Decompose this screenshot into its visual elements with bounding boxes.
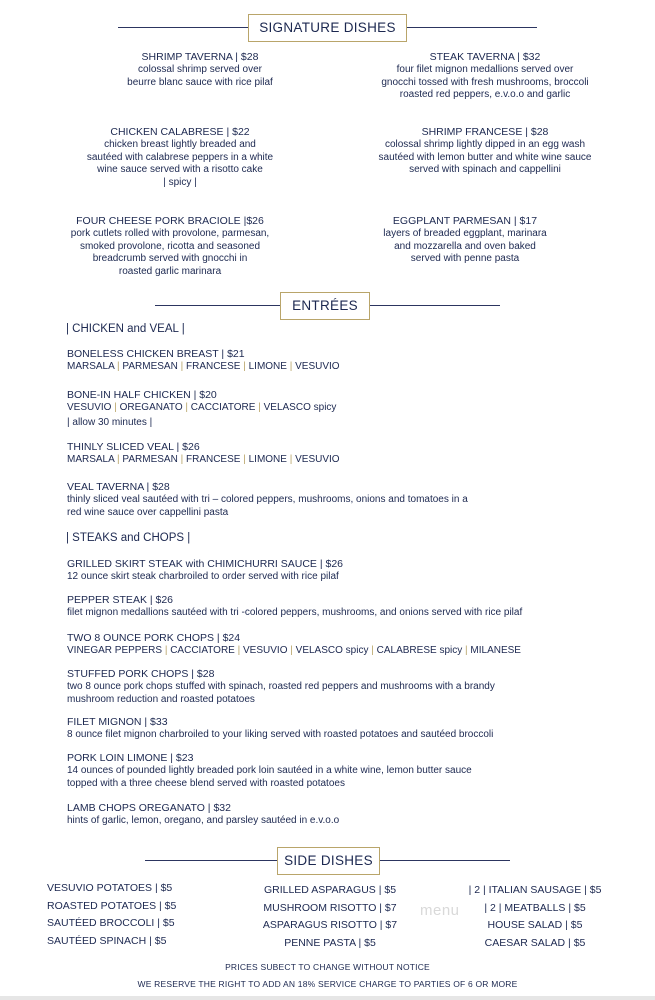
entree-thinly-sliced-veal <box>67 440 627 467</box>
entree-title: LAMB CHOPS OREGANATO | $32 <box>67 802 231 814</box>
side-item: ROASTED POTATOES | $5 <box>47 899 177 912</box>
dish-desc: sautéed with lemon butter and white wine sauce <box>378 151 592 163</box>
sides-column-2 <box>255 882 405 952</box>
dish-title: STEAK TAVERNA | $32 <box>429 51 541 63</box>
side-item: VESUVIO POTATOES | $5 <box>47 882 173 894</box>
entree-pork-loin-limone <box>67 751 627 790</box>
entree-pepper-steak <box>67 593 627 620</box>
side-item: HOUSE SALAD | $5 <box>487 919 583 931</box>
signature-dish-chicken-calabrese <box>50 125 310 189</box>
entree-title: STUFFED PORK CHOPS | $28 <box>67 668 215 680</box>
dish-desc: roasted garlic marinara <box>118 265 222 277</box>
entree-desc: 14 ounces of pounded lightly breaded pork loin sautéed in a white wine, lemon butter sauce <box>67 765 472 776</box>
entree-pork-chops <box>67 631 627 658</box>
entree-desc: hints of garlic, lemon, oregano, and parsley sautéed in e.v.o.o <box>67 815 340 826</box>
side-item: SAUTÉED SPINACH | $5 <box>47 934 167 947</box>
signature-dish-steak-taverna <box>345 50 625 102</box>
entree-desc: 8 ounce filet mignon charbroiled to your liking served with roasted potatoes and sautéed broccoli <box>67 729 494 740</box>
dish-title: FOUR CHEESE PORK BRACIOLE |$26 <box>76 215 264 227</box>
dish-desc: and mozzarella and oven baked <box>394 240 536 252</box>
entree-options: VINEGAR PEPPERS | CACCIATORE | VESUVIO | VELASCO spicy | CALABRESE spicy | MILANESE <box>67 645 521 656</box>
side-item: MUSHROOM RISOTTO | $7 <box>263 901 397 914</box>
side-item: PENNE PASTA | $5 <box>284 936 376 949</box>
dish-desc: four filet mignon medallions served over <box>396 64 574 75</box>
dish-desc: served with penne pasta <box>410 253 520 264</box>
group-chicken-veal: | CHICKEN and VEAL | <box>66 323 185 335</box>
side-dishes-header <box>0 847 655 875</box>
entree-title: PORK LOIN LIMONE | $23 <box>67 752 194 764</box>
footer-price-note: PRICES SUBECT TO CHANGE WITHOUT NOTICE <box>225 962 430 972</box>
entree-title: THINLY SLICED VEAL | $26 <box>67 441 200 453</box>
dish-desc: smoked provolone, ricotta and seasoned <box>79 240 261 252</box>
entree-options: MARSALA | PARMESAN | FRANCESE | LIMONE | VESUVIO <box>67 454 340 465</box>
dish-desc: layers of breaded eggplant, marinara <box>383 228 547 239</box>
bottom-edge <box>0 996 655 1000</box>
entree-desc: thinly sliced veal sautéed with tri – colored peppers, mushrooms, onions and tomatoes in a <box>67 494 468 505</box>
signature-dish-eggplant-parmesan <box>345 214 585 266</box>
sides-column-3 <box>455 882 615 952</box>
entree-filet-mignon <box>67 715 627 742</box>
entree-title: TWO 8 OUNCE PORK CHOPS | $24 <box>67 632 241 644</box>
signature-dish-shrimp-francese <box>335 125 635 177</box>
entree-veal-taverna <box>67 480 627 519</box>
dish-desc: pork cutlets rolled with provolone, parmesan, <box>70 228 270 239</box>
side-item: | 2 | MEATBALLS | $5 <box>484 901 586 914</box>
dish-title: SHRIMP TAVERNA | $28 <box>141 51 259 63</box>
entree-lamb-chops <box>67 801 627 828</box>
signature-dishes-header <box>0 14 655 42</box>
dish-desc: served with spinach and cappellini <box>409 164 561 175</box>
signature-dishes-title: SIGNATURE DISHES <box>248 14 407 42</box>
entree-note: | allow 30 minutes | <box>67 416 153 428</box>
entrees-title: ENTRÉES <box>280 292 370 320</box>
side-dishes-title: SIDE DISHES <box>277 847 380 875</box>
entree-desc: filet mignon medallions sautéed with tri -colored peppers, mushrooms, and onions served with rice pilaf <box>67 607 523 618</box>
side-item: | 2 | ITALIAN SAUSAGE | $5 <box>468 884 602 896</box>
dish-title: SHRIMP FRANCESE | $28 <box>421 126 549 138</box>
entree-stuffed-pork-chops <box>67 667 627 706</box>
dish-desc: colossal shrimp lightly dipped in an egg wash <box>384 139 586 150</box>
dish-desc: roasted red peppers, e.v.o.o and garlic <box>399 89 571 100</box>
entree-title: BONE-IN HALF CHICKEN | $20 <box>67 389 217 401</box>
dish-desc: sautéed with calabrese peppers in a white <box>86 151 274 163</box>
entree-title: PEPPER STEAK | $26 <box>67 594 174 606</box>
entree-options: MARSALA | PARMESAN | FRANCESE | LIMONE | VESUVIO <box>67 361 340 372</box>
dish-desc: wine sauce served with a risotto cake <box>97 164 263 175</box>
footer-service-charge-note: WE RESERVE THE RIGHT TO ADD AN 18% SERVICE CHARGE TO PARTIES OF 6 OR MORE <box>137 979 518 989</box>
entree-desc: topped with a three cheese blend served with roasted potatoes <box>67 777 345 789</box>
entree-skirt-steak <box>67 557 627 584</box>
watermark-logo: menu <box>420 902 460 919</box>
signature-dish-pork-braciole <box>40 214 300 278</box>
dish-desc: gnocchi tossed with fresh mushrooms, broccoli <box>381 76 589 88</box>
entree-options: VESUVIO | OREGANATO | CACCIATORE | VELASCO spicy <box>67 402 337 413</box>
entree-title: BONELESS CHICKEN BREAST | $21 <box>67 348 245 360</box>
signature-dish-shrimp-taverna <box>70 50 330 89</box>
dish-desc: chicken breast lightly breaded and <box>104 139 256 150</box>
entree-desc: mushroom reduction and roasted potatoes <box>67 693 255 705</box>
side-item: ASPARAGUS RISOTTO | $7 <box>262 919 398 931</box>
entree-desc: red wine sauce over cappellini pasta <box>67 506 229 518</box>
entree-bone-in-chicken <box>67 388 627 429</box>
side-item: CAESAR SALAD | $5 <box>484 936 586 949</box>
side-item: GRILLED ASPARAGUS | $5 <box>263 884 397 896</box>
sides-column-1 <box>47 880 176 950</box>
dish-desc: beurre blanc sauce with rice pilaf <box>127 76 273 88</box>
dish-desc: breadcrumb served with gnocchi in <box>92 253 248 264</box>
dish-desc: | spicy | <box>163 176 197 188</box>
dish-title: EGGPLANT PARMESAN | $17 <box>392 215 538 227</box>
entree-title: VEAL TAVERNA | $28 <box>67 481 170 493</box>
entree-desc: 12 ounce skirt steak charbroiled to order served with rice pilaf <box>67 571 339 582</box>
entree-boneless-chicken <box>67 347 627 374</box>
entree-title: GRILLED SKIRT STEAK with CHIMICHURRI SAUCE | $26 <box>67 558 343 570</box>
entrees-header <box>0 292 655 320</box>
entree-title: FILET MIGNON | $33 <box>67 716 168 728</box>
dish-desc: colossal shrimp served over <box>138 64 262 75</box>
dish-title: CHICKEN CALABRESE | $22 <box>110 126 250 138</box>
side-item: SAUTÉED BROCCOLI | $5 <box>47 917 175 929</box>
entree-desc: two 8 ounce pork chops stuffed with spinach, roasted red peppers and mushrooms with a brandy <box>67 681 495 692</box>
group-steaks-chops: | STEAKS and CHOPS | <box>66 532 191 544</box>
